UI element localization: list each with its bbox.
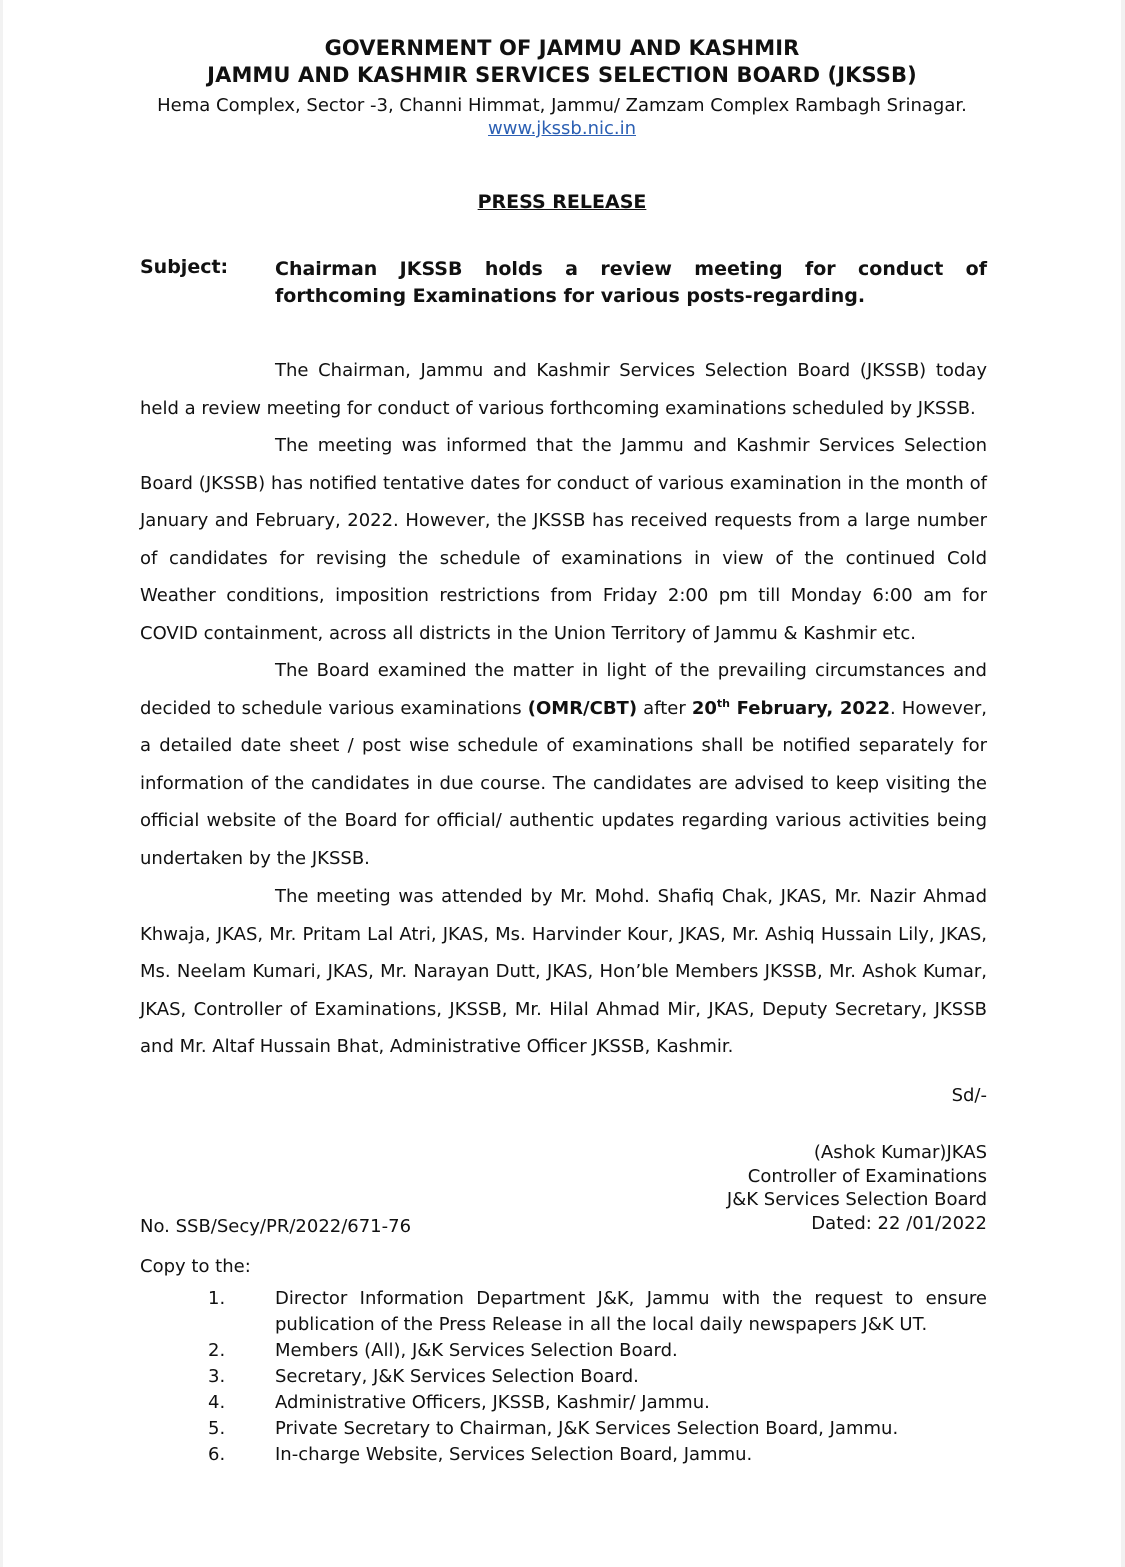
list-item-number: 6. (208, 1444, 226, 1465)
header-government: GOVERNMENT OF JAMMU AND KASHMIR (324, 36, 800, 60)
exam-mode: (OMR/CBT) (527, 697, 638, 719)
list-item-number: 5. (208, 1418, 226, 1439)
signatory-name: (Ashok Kumar)JKAS (813, 1142, 987, 1163)
list-item-number: 3. (208, 1366, 226, 1387)
list-item (140, 1364, 987, 1390)
exam-date (692, 698, 890, 719)
paragraph-3-part-d: . However, a detailed date sheet / post wise schedule of examinations shall be notified separately for information of the candidates in due course. The candidates are advised to keep visiting the official website of the Board for official/ authentic updates regarding various activities being undertaken by the JKSSB. (140, 697, 987, 869)
list-item-number: 1. (208, 1288, 226, 1309)
list-item-number: 2. (208, 1340, 226, 1361)
list-item (140, 1416, 987, 1442)
paragraph-3-part-c: after (637, 697, 692, 719)
signature-sd: Sd/- (951, 1085, 987, 1106)
dated: Dated: 22 /01/2022 (811, 1212, 987, 1234)
list-item (140, 1390, 987, 1416)
list-item-text: Secretary, J&K Services Selection Board. (275, 1366, 639, 1387)
document-page (3, 0, 1121, 1567)
header-board-name: JAMMU AND KASHMIR SERVICES SELECTION BOARD (JKSSB) (207, 63, 917, 87)
subject-text: Chairman JKSSB holds a review meeting for conduct of forthcoming Examinations for various posts-regarding. (275, 258, 987, 307)
exam-date-month-year: February, 2022 (730, 697, 890, 719)
list-item-text: Director Information Department J&K, Jammu with the request to ensure publication of the Press Release in all the local daily newspapers J&K UT. (275, 1288, 987, 1335)
signatory-office: J&K Services Selection Board (726, 1189, 987, 1210)
website-link[interactable]: www.jkssb.nic.in (488, 118, 636, 139)
list-item-number: 4. (208, 1392, 226, 1413)
reference-number: No. SSB/Secy/PR/2022/671-76 (140, 1216, 412, 1237)
list-item-text: Members (All), J&K Services Selection Board. (275, 1340, 678, 1361)
list-item-text: Private Secretary to Chairman, J&K Services Selection Board, Jammu. (275, 1418, 899, 1439)
paragraph-1: The Chairman, Jammu and Kashmir Services Selection Board (JKSSB) today held a review meeting for conduct of various forthcoming examinations scheduled by JKSSB. (140, 360, 987, 419)
header-address: Hema Complex, Sector -3, Channi Himmat, Jammu/ Zamzam Complex Rambagh Srinagar. (157, 95, 967, 116)
list-item-text: Administrative Officers, JKSSB, Kashmir/ Jammu. (275, 1392, 710, 1413)
copy-to-label: Copy to the: (140, 1256, 251, 1277)
signatory-designation: Controller of Examinations (747, 1165, 987, 1187)
list-item (140, 1286, 987, 1338)
list-item-text: In-charge Website, Services Selection Board, Jammu. (275, 1444, 753, 1465)
exam-date-suffix: th (716, 696, 731, 710)
paragraph-2: The meeting was informed that the Jammu and Kashmir Services Selection Board (JKSSB) has notified tentative dates for conduct of various examination in the month of January and February, 2022. However, the JKSSB has received requests from a large number of candidates for revising the schedule of examinations in view of the continued Cold Weather conditions, imposition restrictions from Friday 2:00 pm till Monday 6:00 am for COVID containment, across all districts in the Union Territory of Jammu & Kashmir etc. (140, 435, 987, 644)
paragraph-4: The meeting was attended by Mr. Mohd. Shafiq Chak, JKAS, Mr. Nazir Ahmad Khwaja, JKAS, Mr. Pritam Lal Atri, JKAS, Ms. Harvinder Kour, JKAS, Mr. Ashiq Hussain Lily, JKAS, Ms. Neelam Kumari, JKAS, Mr. Narayan Dutt, JKAS, Hon’ble Members JKSSB, Mr. Ashok Kumar, JKAS, Controller of Examinations, JKSSB, Mr. Hilal Ahmad Mir, JKAS, Deputy Secretary, JKSSB and Mr. Altaf Hussain Bhat, Administrative Officer JKSSB, Kashmir. (140, 886, 987, 1057)
list-item (140, 1442, 987, 1468)
subject-label: Subject: (140, 256, 229, 278)
signature-block (643, 1141, 987, 1235)
list-item (140, 1338, 987, 1364)
exam-date-day: 20 (691, 697, 717, 719)
paragraph-3 (140, 652, 987, 877)
paragraph-3-part-a: The Board examined the matter in light of the prevailing circumstances and decided to schedule various examinations (140, 660, 987, 719)
page-title: PRESS RELEASE (477, 191, 647, 213)
copy-to-list (140, 1286, 987, 1468)
